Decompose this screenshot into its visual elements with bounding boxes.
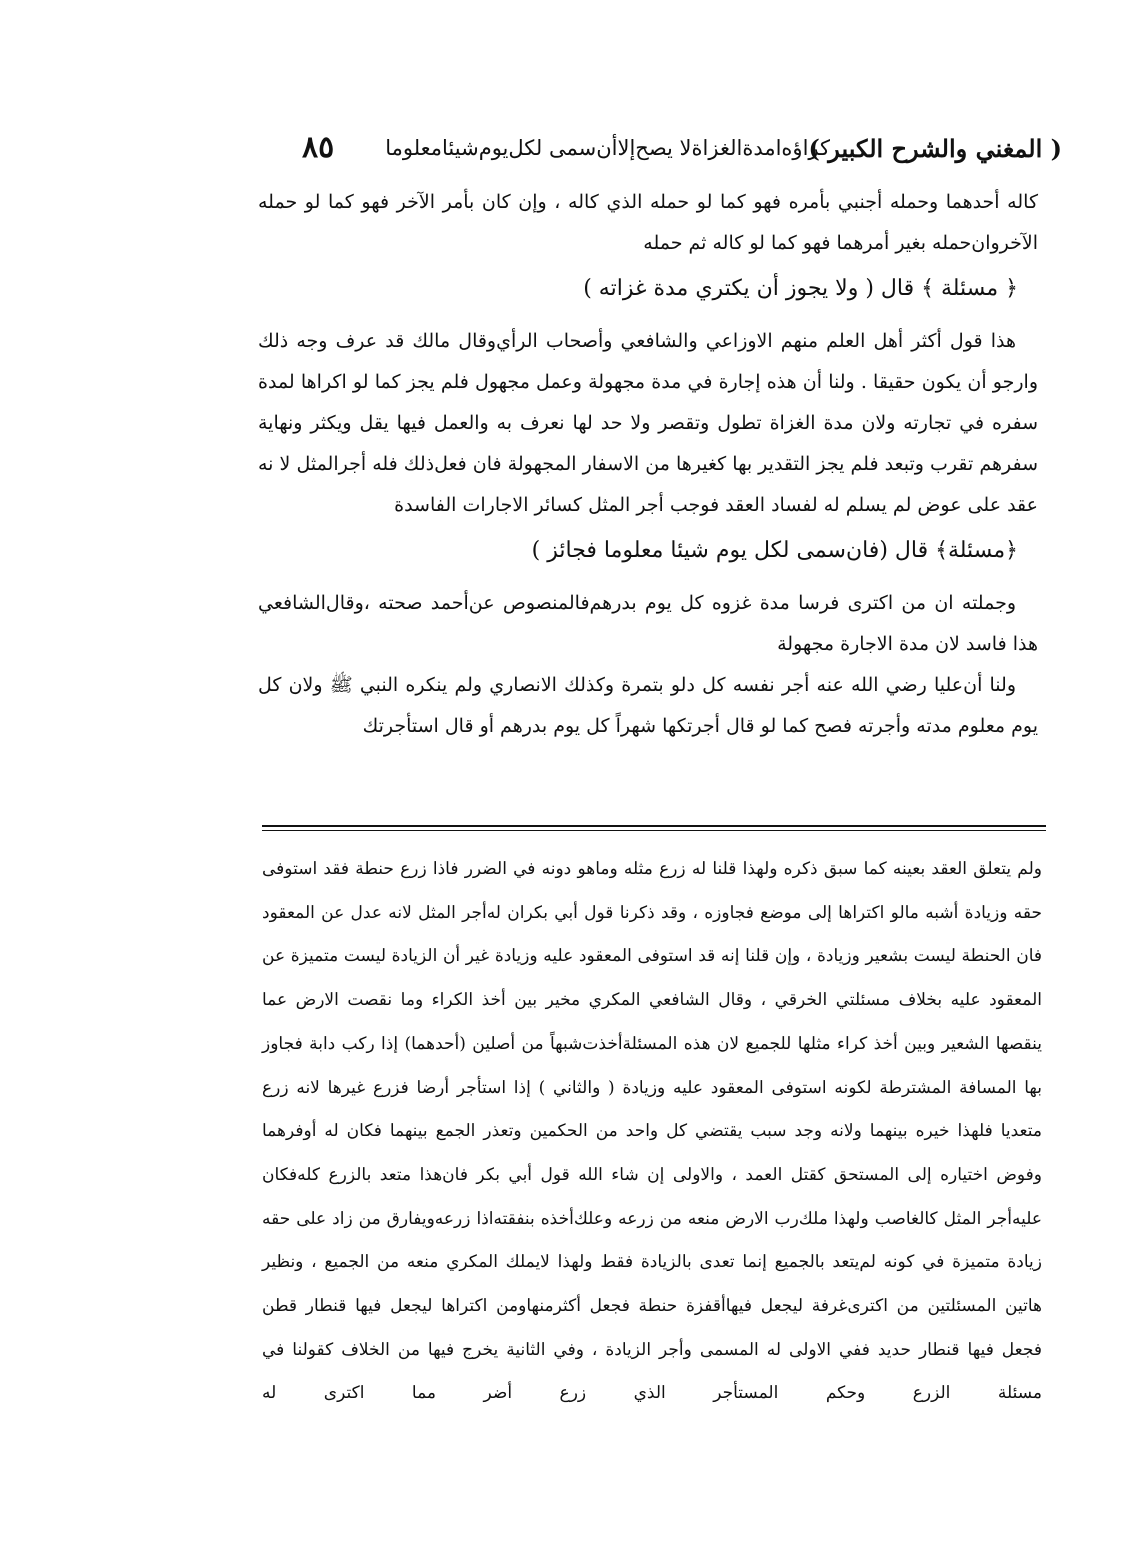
main-paragraph-4: ولنا أن‌عليا رضي الله عنه أجر نفسه كل دلو بتمرة وكذلك الانصاري ولم ينكره النبي ﷺ ولان كل يوم معلوم مدته وأجرته فصح كما لو قال أجرتكها شهراً كل يوم بدرهم أو قال استأجرتك — [258, 674, 1038, 737]
masala-heading-1: ﴿ مسئلة ﴾ قال ( ولا يجوز أن يكتري مدة غزاته ) — [583, 276, 1018, 301]
running-head: كراؤه‌امدة‌الغزاة‌لا يصح‌إلا‌أن‌سمى لكل‌يوم‌شيئا‌معلوما — [385, 136, 830, 160]
section-divider — [262, 825, 1046, 827]
page-header — [262, 128, 1062, 176]
page-number: ٨٥ — [302, 130, 335, 165]
commentary-paragraph: ولم يتعلق العقد بعينه كما سبق ذكره ولهذا قلنا له زرع مثله وماهو دونه في الضرر فاذا زرع حنطة فقد استوفى حقه وزيادة أشبه مالو اكتراها إلى موضع فجاوزه ، وقد ذكرنا قول أبي بكران له‌أجر المثل لانه عدل عن المعقود فان الحنطة ليست بشعير وزيادة ، وإن قلنا إنه قد استوفى المعقود عليه وزيادة غير أن الزيادة ليست متميزة عن المعقود عليه بخلاف مسئلتي الخرقي ، وقال الشافعي المكري مخير بين أخذ الكراء وما نقصت الارض عما ينقصها الشعير وبين أخذ كراء مثلها للجميع لان هذه المسئلة‌أخذت‌شبهاً من أصلين (أحدهما) إذا ركب دابة فجاوز بها المسافة المشترطة لكونه استوفى المعقود عليه وزيادة ( والثاني ) إذا استأجر أرضا فزرع غيرها لانه زرع متعديا فلهذا خيره بينهما ولانه وجد سبب يقتضي كل واحد من الحكمين وتعذر الجمع بينهما فكان له أوفرهما وفوض اختياره إلى المستحق كقتل العمد ، والاولى إن شاء الله قول أبي بكر فان‌هذا متعد بالزرع كله‌فكان عليه‌أجر المثل كالغاصب ولهذا ملك‌رب الارض منعه من زرعه وعلك‌أخذه بنفقته‌اذا زرعه‌ويفارق من زاد على حقه زيادة متميزة في كونه لم‌يتعد بالجميع إنما تعدى بالزيادة فقط ولهذا لايملك المكري منعه من الجميع ، ونظير هاتين المسئلتين من اكترى‌غرفة ليجعل فيها‌أقفزة حنطة فجعل أكثر‌منها‌ومن اكتراها ليجعل فيها قنطار قطن فجعل فيها قنطار حديد ففي الاولى له المسمى وأجر الزيادة ، وفي الثانية يخرج فيها من الخلاف كقولنا في مسئلة الزرع وحكم المستأجر الذي زرع أضر مما اكترى له — [262, 859, 1042, 1404]
main-paragraph-1: كاله أحدهما وحمله أجنبي بأمره فهو كما لو حمله الذي كاله ، وإن كان بأمر الآخر فهو كما لو حمله الآخروان‌حمله بغير أمرهما فهو كما لو كاله ثم حمله — [258, 191, 1038, 254]
main-paragraph-2: هذا قول أكثر أهل العلم منهم الاوزاعي والشافعي وأصحاب الرأي‌وقال مالك قد عرف وجه ذلك وارجو أن يكون حقيقا . ولنا أن هذه إجارة في مدة مجهولة وعمل مجهول فلم يجز كما لو اكراها لمدة سفره في تجارته ولان مدة الغزاة تطول وتقصر ولا حد لها نعرف به والعمل فيها يقل ويكثر ونهاية سفرهم تقرب وتبعد فلم يجز التقدير بها كغيرها من الاسفار المجهولة فان فعل‌ذلك فله أجرالمثل لا نه عقد على عوض لم يسلم له لفساد العقد فوجب أجر المثل كسائر الاجارات الفاسدة — [258, 330, 1038, 516]
masala-heading-2: ﴿مسئلة﴾ قال (فان‌سمى لكل يوم شيئا معلوما فجائز ) — [531, 538, 1018, 563]
book-title: ( المغني والشرح الكبير ) — [808, 134, 1062, 163]
section-divider-thin — [262, 830, 1046, 831]
main-text — [258, 182, 1038, 747]
commentary-text — [262, 848, 1042, 1416]
main-paragraph-3: وجملته ان من اكترى فرسا مدة غزوه كل يوم بدرهم‌فالمنصوص عن‌أحمد صحته ،وقال‌الشافعي هذا فاسد لان مدة الاجارة مجهولة — [258, 592, 1038, 655]
